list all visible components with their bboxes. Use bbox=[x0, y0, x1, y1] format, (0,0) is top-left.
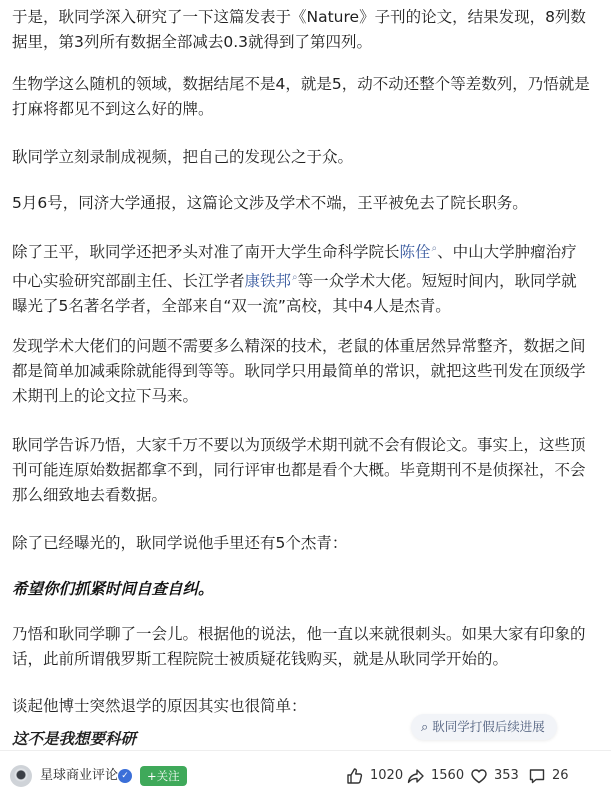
paragraph-10: 乃悟和耿同学聊了一会儿。根据他的说法，他一直以来就很刺头。如果大家有印象的话，此前所谓俄罗斯工程院院士被质疑花钱购买，就是从耿同学开始的。 bbox=[12, 625, 586, 668]
like-button[interactable] bbox=[346, 765, 402, 787]
comment-button[interactable] bbox=[528, 765, 574, 787]
share-arrow-icon bbox=[407, 767, 425, 785]
paragraph-5-text-b: 、中山大学肿瘤治疗中心实验研究部副主任、长江学者 bbox=[12, 243, 577, 291]
related-search-pill[interactable] bbox=[411, 714, 557, 740]
paragraph-3: 耿同学立刻录制成视频，把自己的发现公之于众。 bbox=[12, 148, 354, 166]
author-avatar[interactable] bbox=[10, 765, 32, 787]
share-button[interactable] bbox=[407, 765, 463, 787]
bottom-action-bar bbox=[0, 750, 611, 801]
favorite-count: 353 bbox=[494, 768, 519, 783]
thumbs-up-icon bbox=[346, 767, 364, 785]
paragraph-8: 除了已经曝光的，耿同学说他手里还有5个杰青： bbox=[12, 534, 348, 552]
search-icon[interactable]: ⌕ bbox=[292, 272, 298, 284]
person-link-chen[interactable]: 陈佺 bbox=[399, 243, 431, 262]
like-count: 1020 bbox=[370, 768, 404, 783]
favorite-button[interactable] bbox=[470, 765, 520, 787]
paragraph-12-text: 这不是我想要科研 bbox=[12, 730, 137, 748]
follow-button[interactable]: +关注 bbox=[140, 766, 187, 786]
share-count: 1560 bbox=[431, 768, 465, 783]
paragraph-6: 发现学术大佬们的问题不需要多么精深的技术，老鼠的体重居然异常整齐，数据之间都是简单加减乘除就能得到等等。耿同学只用最简单的常识，就把这些刊发在顶级学术期刊上的论文拉下马来。 bbox=[12, 337, 586, 405]
author-name[interactable]: 星球商业评论 bbox=[40, 768, 119, 783]
paragraph-1: 于是，耿同学深入研究了一下这篇发表于《Nature》子刊的论文，结果发现，8列数据里，第3列所有数据全部减去0.3就得到了第四列。 bbox=[12, 8, 586, 51]
person-link-kang[interactable]: 康铁邦 bbox=[244, 272, 292, 291]
paragraph-12-cutoff bbox=[12, 730, 312, 750]
search-icon[interactable]: ⌕ bbox=[431, 243, 438, 254]
paragraph-2: 生物学这么随机的领域，数据结尾不是4，就是5，动不动还整个等差数列，乃悟就是打麻将都见不到这么好的牌。 bbox=[12, 75, 590, 118]
comment-icon bbox=[528, 767, 546, 785]
paragraph-5-text-a: 除了王平，耿同学还把矛头对准了南开大学生命科学院长 bbox=[12, 243, 400, 262]
paragraph-11: 谈起他博士突然退学的原因其实也很简单： bbox=[12, 697, 307, 715]
paragraph-5-text-c: 等一众学术大佬。短短时间内，耿同学就曝光了5名著名学者，全部来自“双一流”高校，其中4人是杰青。 bbox=[12, 272, 577, 316]
paragraph-4: 5月6号，同济大学通报，这篇论文涉及学术不端，王平被免去了院长职务。 bbox=[12, 194, 528, 212]
comment-count: 26 bbox=[552, 768, 569, 783]
paragraph-7: 耿同学告诉乃悟，大家千万不要以为顶级学术期刊就不会有假论文。事实上，这些顶刊可能连原始数据都拿不到，同行评审也都是看个大概。毕竟期刊不是侦探社，不会那么细致地去看数据。 bbox=[12, 436, 586, 504]
verified-badge-icon: ✓ bbox=[118, 769, 132, 783]
heart-icon bbox=[470, 767, 488, 785]
related-search-label: 耿同学打假后续进展 bbox=[432, 719, 545, 734]
search-icon: ⌕ bbox=[421, 720, 429, 735]
paragraph-9-emphasis: 希望你们抓紧时间自查自纠。 bbox=[12, 580, 214, 598]
paragraph-5 bbox=[12, 236, 592, 319]
